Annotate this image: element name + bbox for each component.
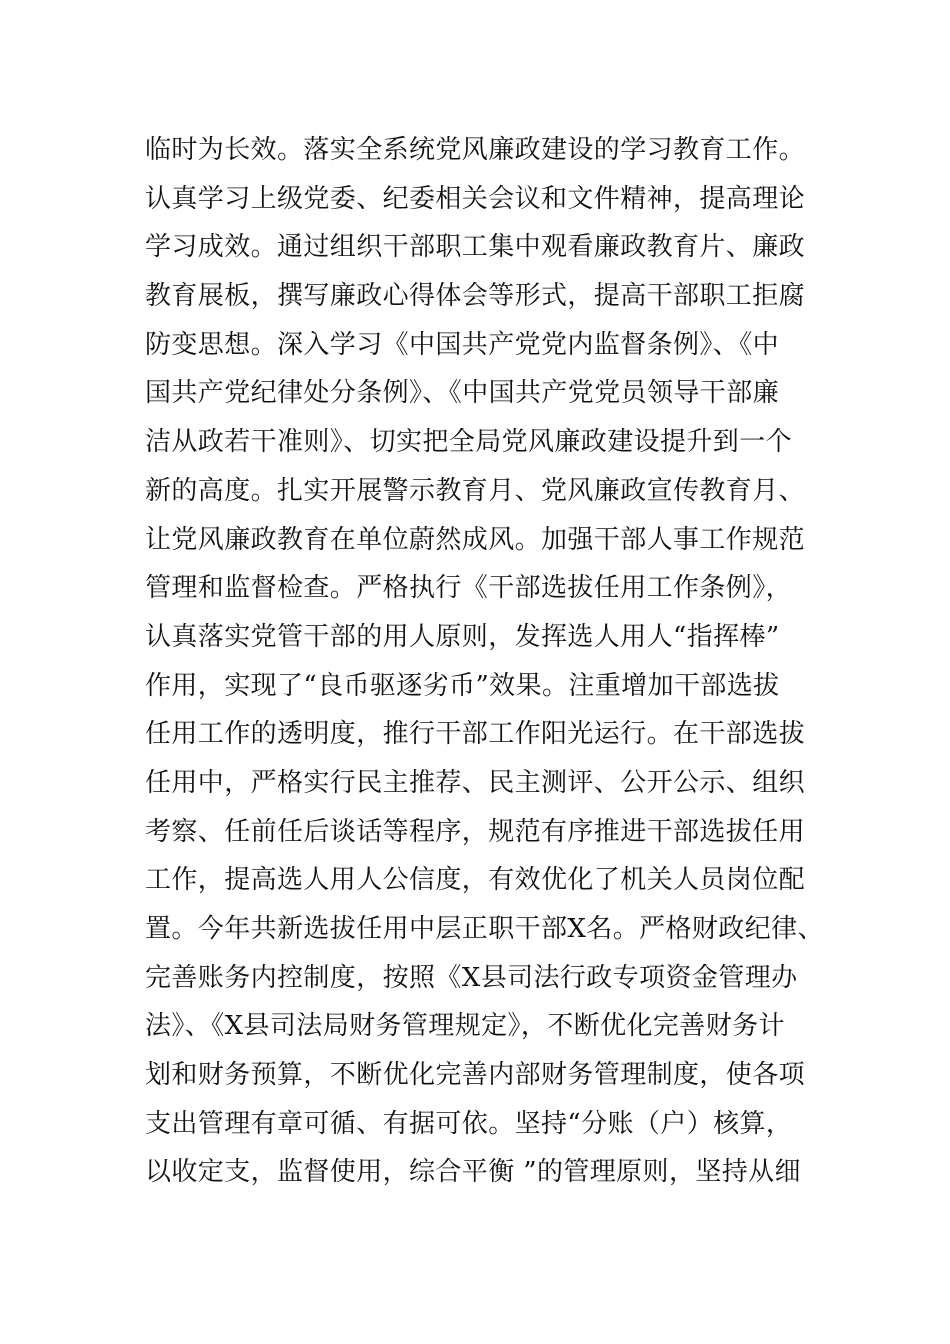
text-line: 教育展板，撰写廉政心得体会等形式，提高干部职工拒腐 (145, 281, 806, 312)
text-line: 作用，实现了“良币驱逐劣币”效果。注重增加干部选拔 (145, 670, 780, 701)
text-line: 防变思想。深入学习《中国共产党党内监督条例》、《中 (145, 329, 780, 360)
text-line: 让党风廉政教育在单位蔚然成风。加强干部人事工作规范 (145, 524, 806, 555)
text-line: 划和财务预算，不断优化完善内部财务管理制度，使各项 (145, 1060, 806, 1091)
text-line: 洁从政若干准则》、切实把全局党风廉政建设提升到一个 (145, 427, 793, 458)
text-line: 管理和监督检查。严格执行《干部选拔任用工作条例》， (145, 573, 793, 604)
text-line: 认真落实党管干部的用人原则，发挥选人用人“指挥棒” (145, 621, 780, 652)
text-line: 国共产党纪律处分条例》、《中国共产党党员领导干部廉 (145, 378, 780, 409)
text-line: 学习成效。通过组织干部职工集中观看廉政教育片、廉政 (145, 232, 806, 263)
text-line: 法》、《X县司法局财务管理规定》，不断优化完善财务计 (145, 1011, 785, 1042)
text-line: 任用中，严格实行民主推荐、民主测评、公开公示、组织 (145, 767, 806, 798)
text-line: 完善账务内控制度，按照《X县司法行政专项资金管理办 (145, 962, 798, 993)
text-line: 新的高度。扎实开展警示教育月、党风廉政宣传教育月、 (145, 475, 806, 506)
text-line: 认真学习上级党委、纪委相关会议和文件精神，提高理论 (145, 183, 806, 214)
text-line: 以收定支，监督使用，综合平衡 ”的管理原则，坚持从细 (145, 1157, 801, 1188)
text-line: 考察、任前任后谈话等程序，规范有序推进干部选拔任用 (145, 816, 806, 847)
text-line: 工作，提高选人用人公信度，有效优化了机关人员岗位配 (145, 865, 806, 896)
body-text (145, 126, 835, 1197)
text-line: 任用工作的透明度，推行干部工作阳光运行。在干部选拔 (145, 719, 806, 750)
text-line: 临时为长效。落实全系统党风廉政建设的学习教育工作。 (145, 135, 806, 165)
text-line: 置。今年共新选拔任用中层正职干部X名。严格财政纪律、 (145, 914, 824, 944)
text-line: 支出管理有章可循、有据可依。坚持“分账（户）核算， (145, 1108, 793, 1139)
